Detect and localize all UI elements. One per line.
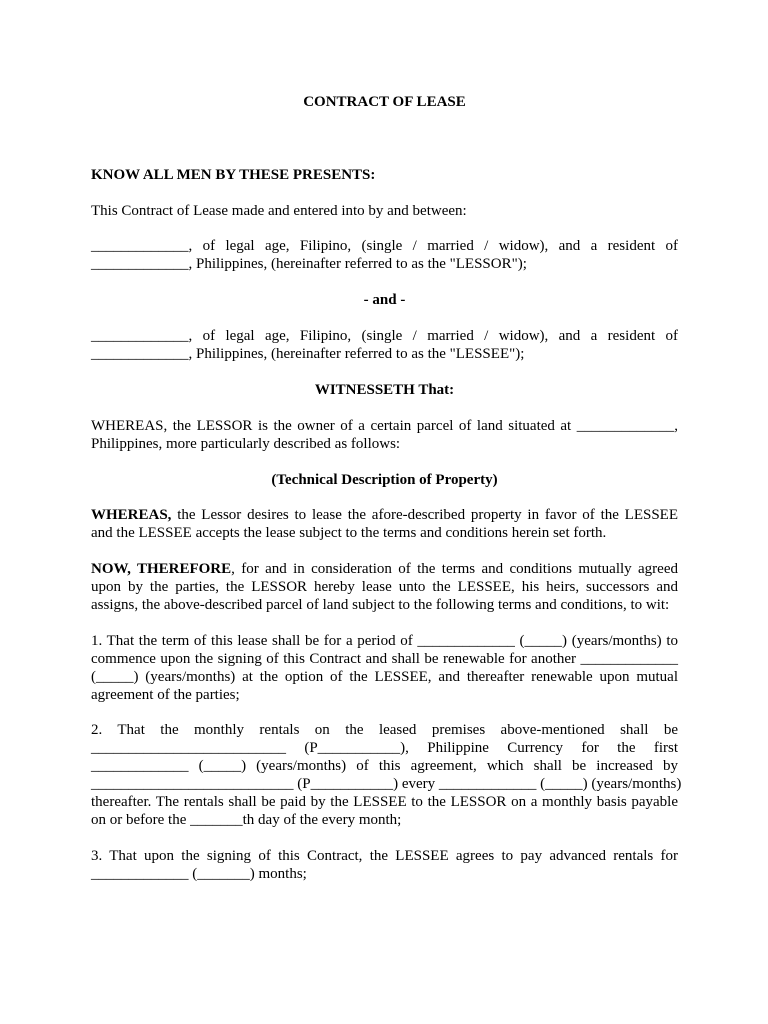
now-therefore-paragraph bbox=[91, 560, 678, 614]
lessor-line: _____________, Philippines, (hereinafter referred to as the "LESSOR"); bbox=[91, 256, 527, 272]
now-therefore-line bbox=[91, 560, 678, 578]
clause-1-line: agreement of the parties; bbox=[91, 687, 240, 703]
whereas-lease-line bbox=[91, 506, 678, 524]
technical-description-heading: (Technical Description of Property) bbox=[271, 472, 498, 488]
clause-2-line: __________________________ (P___________), Philippine Currency for the first bbox=[91, 740, 678, 756]
clause-2-line: thereafter. The rentals shall be paid by the LESSEE to the LESSOR on a monthly basis payable bbox=[91, 794, 678, 810]
whereas-line: WHEREAS, the LESSOR is the owner of a certain parcel of land situated at _____________, bbox=[91, 418, 678, 434]
clause-3-line: _____________ (_______) months; bbox=[91, 866, 307, 882]
clause-3-paragraph bbox=[91, 847, 678, 883]
document-title: CONTRACT OF LEASE bbox=[303, 94, 466, 110]
clause-1-line: 1. That the term of this lease shall be for a period of _____________ (_____) (years/months) to bbox=[91, 633, 678, 649]
lessor-paragraph bbox=[91, 237, 678, 273]
now-therefore-text: , for and in consideration of the terms and conditions mutually agreed bbox=[231, 561, 678, 577]
whereas-line: Philippines, more particularly described as follows: bbox=[91, 436, 401, 452]
lessor-line: _____________, of legal age, Filipino, (single / married / widow), and a resident of bbox=[91, 238, 678, 254]
whereas-lease-paragraph bbox=[91, 506, 678, 542]
and-separator: - and - bbox=[363, 292, 406, 308]
whereas-lease-line: and the LESSEE accepts the lease subject to the terms and conditions herein set forth. bbox=[91, 525, 607, 541]
lessee-line: _____________, Philippines, (hereinafter referred to as the "LESSEE"); bbox=[91, 346, 525, 362]
preamble: KNOW ALL MEN BY THESE PRESENTS: bbox=[91, 167, 376, 183]
clause-2-paragraph bbox=[91, 721, 682, 829]
clause-2-line: _____________ (_____) (years/months) of this agreement, which shall be increased by bbox=[91, 758, 678, 774]
clause-1-line: commence upon the signing of this Contract and shall be renewable for another _____________ bbox=[91, 651, 678, 667]
clause-1-paragraph bbox=[91, 632, 678, 704]
clause-2-line: 2. That the monthly rentals on the leased premises above-mentioned shall be bbox=[91, 722, 678, 738]
whereas-bold: WHEREAS, bbox=[91, 507, 172, 523]
whereas-owner-paragraph bbox=[91, 417, 678, 453]
witnesseth-heading: WITNESSETH That: bbox=[314, 382, 455, 398]
now-therefore-line: upon by the parties, the LESSOR hereby lease unto the LESSEE, his heirs, successors and bbox=[91, 579, 678, 595]
lessee-paragraph bbox=[91, 327, 678, 363]
now-therefore-line: assigns, the above-described parcel of land subject to the following terms and conditions, to wit: bbox=[91, 597, 670, 613]
clause-1-line: (_____) (years/months) at the option of the LESSEE, and thereafter renewable upon mutual bbox=[91, 669, 678, 685]
whereas-lease-text: the Lessor desires to lease the afore-described property in favor of the LESSEE bbox=[171, 507, 678, 523]
clause-2-line: ___________________________ (P___________) every _____________ (_____) (years/months) bbox=[91, 776, 682, 792]
intro-paragraph: This Contract of Lease made and entered into by and between: bbox=[91, 203, 467, 219]
now-therefore-bold: NOW, THEREFORE bbox=[91, 561, 232, 577]
lessee-line: _____________, of legal age, Filipino, (single / married / widow), and a resident of bbox=[91, 328, 678, 344]
clause-2-line: on or before the _______th day of the every month; bbox=[91, 812, 402, 828]
clause-3-line: 3. That upon the signing of this Contract, the LESSEE agrees to pay advanced rentals for bbox=[91, 848, 678, 864]
